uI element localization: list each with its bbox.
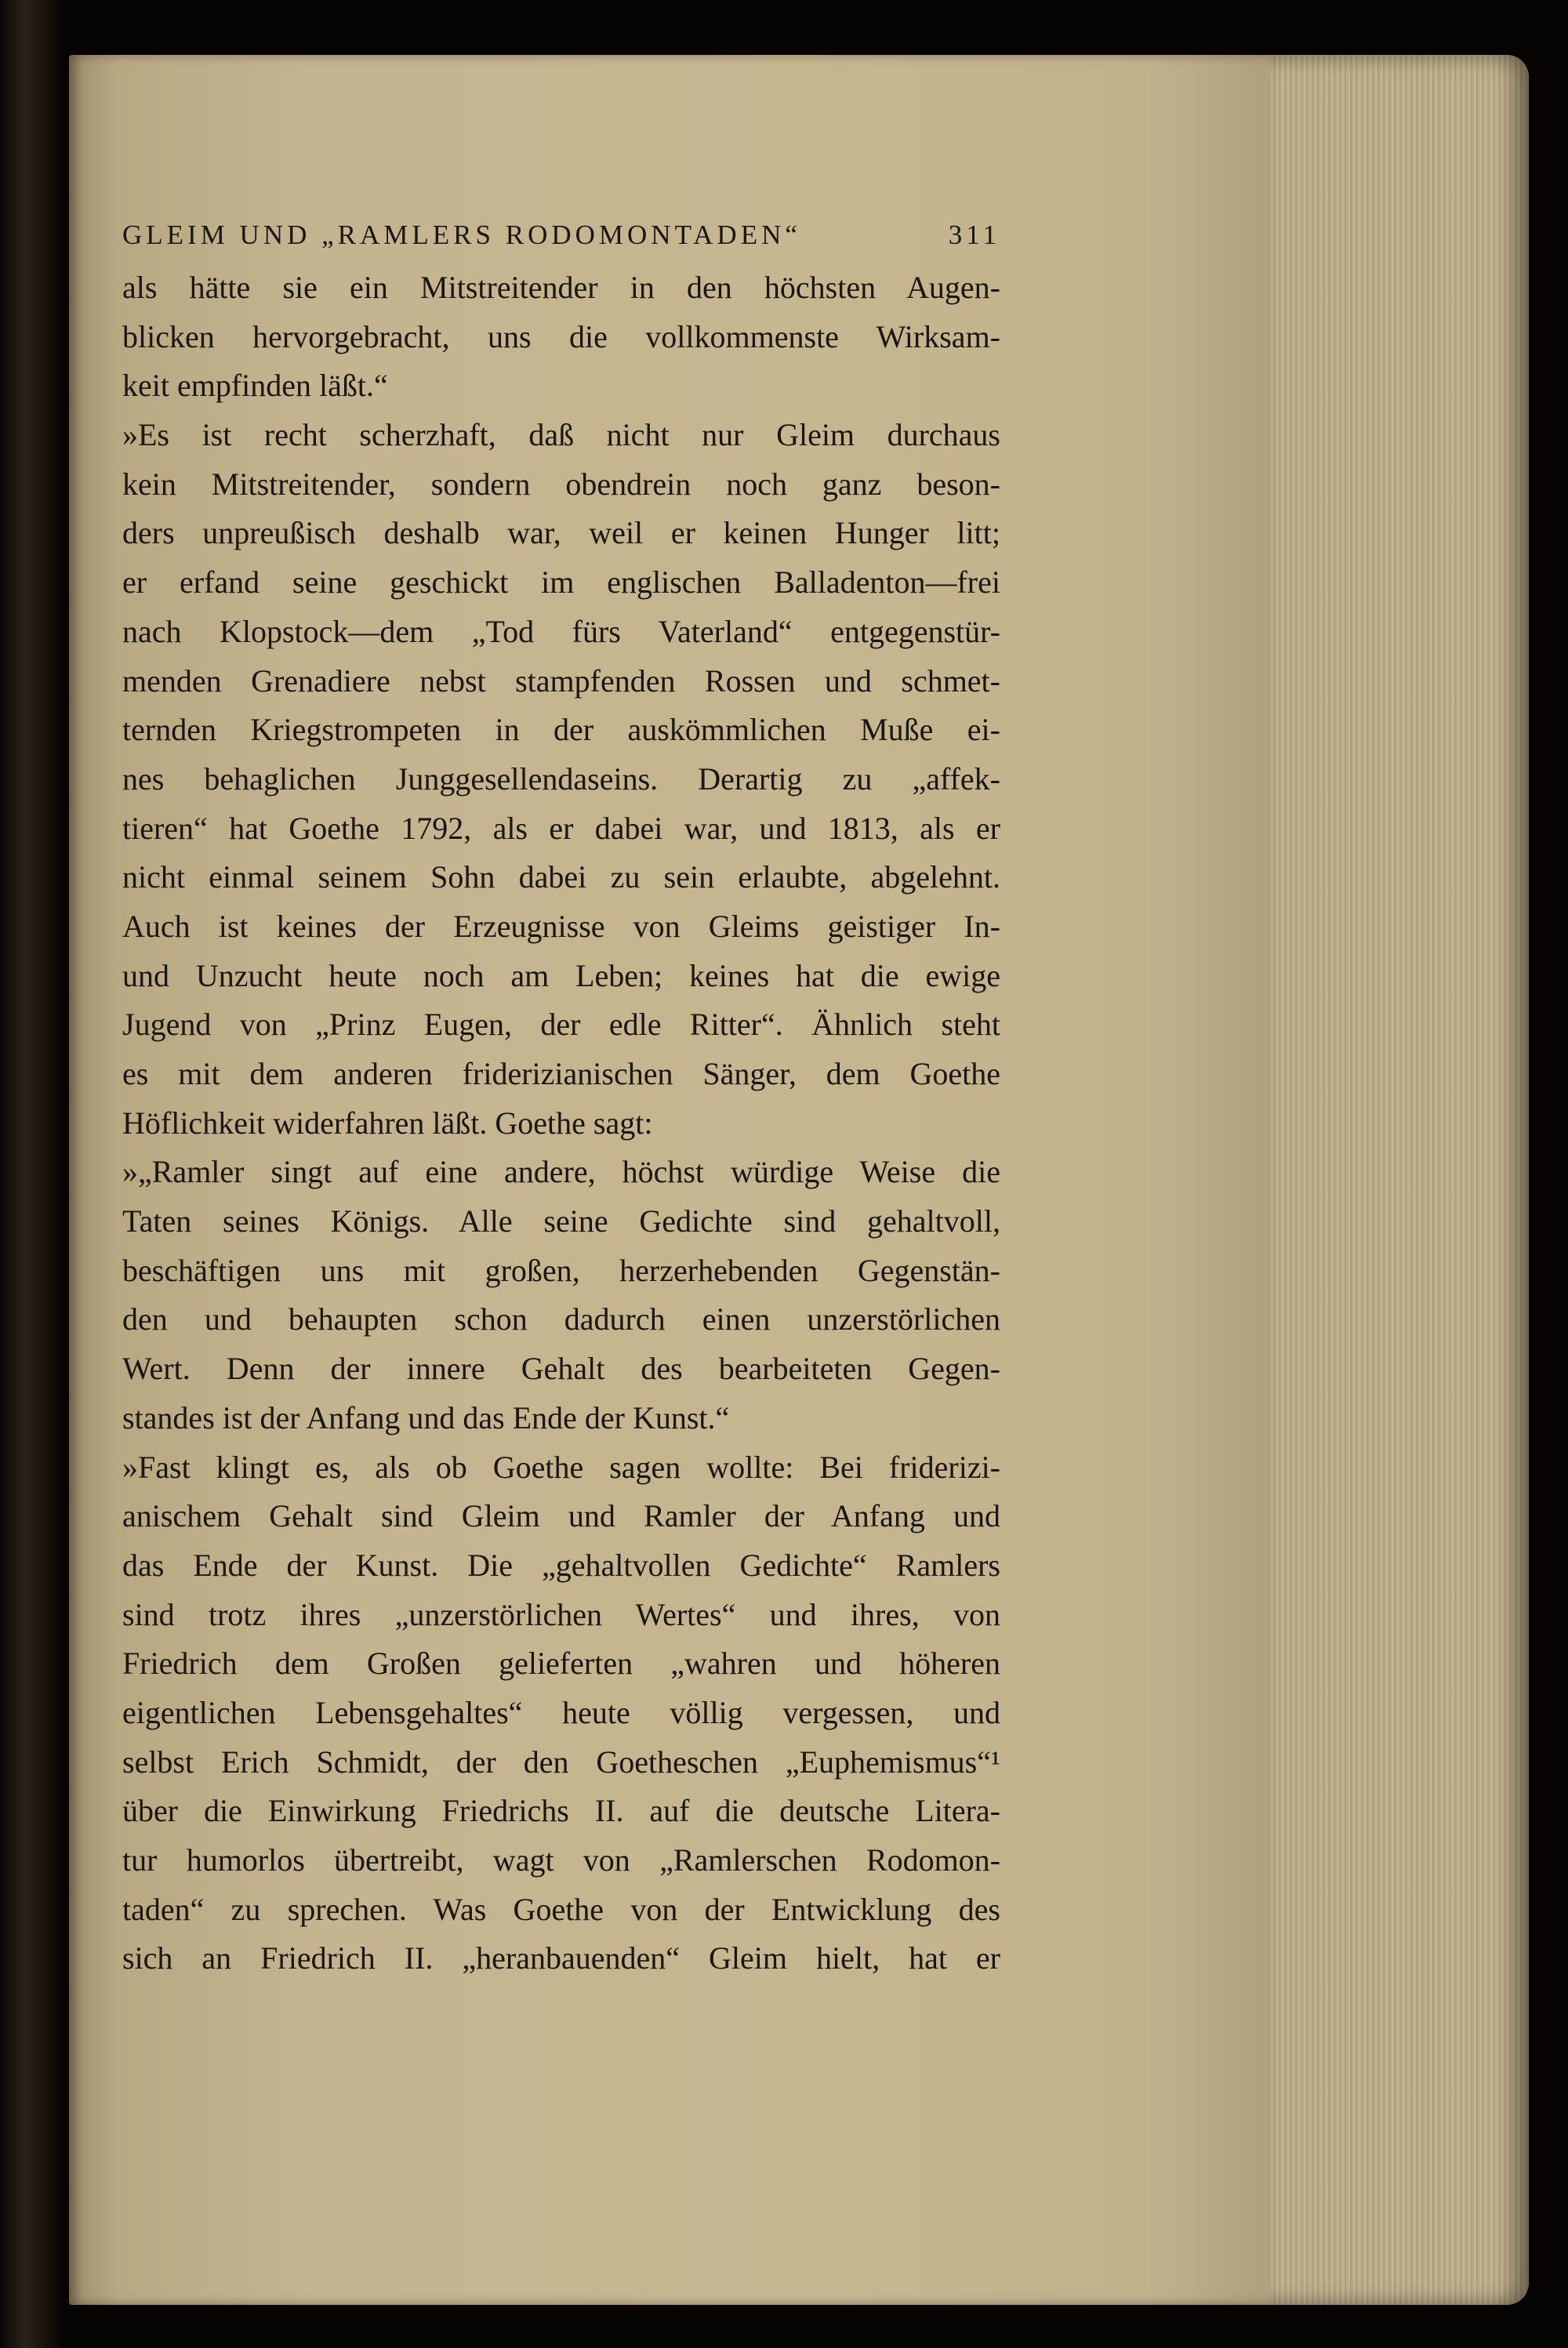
text-line: »Es ist recht scherzhaft, daß nicht nur Gleim durchaus (122, 417, 1000, 453)
page-number: 311 (948, 220, 1000, 250)
previous-page-edge (0, 0, 63, 2348)
text-line: keit empfinden läßt.“ (122, 368, 388, 404)
text-line: Jugend von „Prinz Eugen, der edle Ritter“. Ähnlich steht (122, 1007, 1000, 1043)
text-line: sich an Friedrich II. „heranbauenden“ Gleim hielt, hat er (122, 1940, 1000, 1976)
text-line: als hätte sie ein Mitstreitender in den höchsten Augen- (122, 270, 1000, 305)
text-line: er erfand seine geschickt im englischen Balladenton—frei (122, 564, 1000, 601)
text-line: blicken hervorgebracht, uns die vollkommenste Wirksam- (122, 318, 1000, 354)
text-line: es mit dem anderen friderizianischen Sänger, dem Goethe (122, 1056, 1000, 1091)
page-edges-stack (1270, 55, 1529, 2305)
text-line: den und behaupten schon dadurch einen unzerstörlichen (122, 1301, 1000, 1337)
text-line: »Fast klingt es, als ob Goethe sagen wollte: Bei friderizi- (122, 1449, 1000, 1485)
text-line: sind trotz ihres „unzerstörlichen Wertes“ und ihres, von (122, 1596, 1000, 1632)
text-line: über die Einwirkung Friedrichs II. auf die deutsche Litera- (122, 1793, 1000, 1829)
text-line: ternden Kriegstrompeten in der auskömmlichen Muße ei- (122, 712, 1000, 748)
text-line: »„Ramler singt auf eine andere, höchst würdige Weise die (122, 1154, 1000, 1190)
page-text-block (122, 212, 1000, 1983)
text-line: nach Klopstock—dem „Tod fürs Vaterland“ entgegenstür- (122, 613, 1000, 649)
text-line: standes ist der Anfang und das Ende der Kunst.“ (122, 1399, 730, 1435)
text-line: nicht einmal seinem Sohn dabei zu sein erlaubte, abgelehnt. (122, 859, 1000, 895)
text-line: Höflichkeit widerfahren läßt. Goethe sagt: (122, 1105, 653, 1141)
text-line: eigentlichen Lebensgehaltes“ heute völlig vergessen, und (122, 1694, 1000, 1730)
text-line: ders unpreußisch deshalb war, weil er keinen Hunger litt; (122, 515, 1000, 551)
text-line: taden“ zu sprechen. Was Goethe von der Entwicklung des (122, 1891, 1000, 1927)
text-line: anischem Gehalt sind Gleim und Ramler der Anfang und (122, 1498, 1000, 1534)
body-text (122, 263, 1000, 1983)
text-line: Taten seines Königs. Alle seine Gedichte sind gehaltvoll, (122, 1203, 1000, 1239)
text-line: Friedrich dem Großen gelieferten „wahren und höheren (122, 1646, 1000, 1682)
text-line: kein Mitstreitender, sondern obendrein noch ganz beson- (122, 466, 1000, 502)
text-line: und Unzucht heute noch am Leben; keines hat die ewige (122, 957, 1000, 993)
text-line: Wert. Denn der innere Gehalt des bearbeiteten Gegen- (122, 1351, 1000, 1387)
text-line: selbst Erich Schmidt, der den Goetheschen „Euphemismus“¹ (122, 1744, 1000, 1780)
text-line: tieren“ hat Goethe 1792, als er dabei war, und 1813, als er (122, 810, 1000, 846)
text-line: Auch ist keines der Erzeugnisse von Gleims geistiger In- (122, 908, 1000, 944)
running-header (122, 212, 1000, 259)
text-line: das Ende der Kunst. Die „gehaltvollen Gedichte“ Ramlers (122, 1547, 1000, 1583)
text-line: nes behaglichen Junggesellendaseins. Derartig zu „affek- (122, 760, 1000, 797)
text-line: menden Grenadiere nebst stampfenden Rossen und schmet- (122, 662, 1000, 699)
running-title: GLEIM UND „RAMLERS RODOMONTADEN“ (122, 220, 801, 250)
text-line: beschäftigen uns mit großen, herzerhebenden Gegenstän- (122, 1252, 1000, 1288)
text-line: tur humorlos übertreibt, wagt von „Ramlerschen Rodomon- (122, 1842, 1000, 1878)
